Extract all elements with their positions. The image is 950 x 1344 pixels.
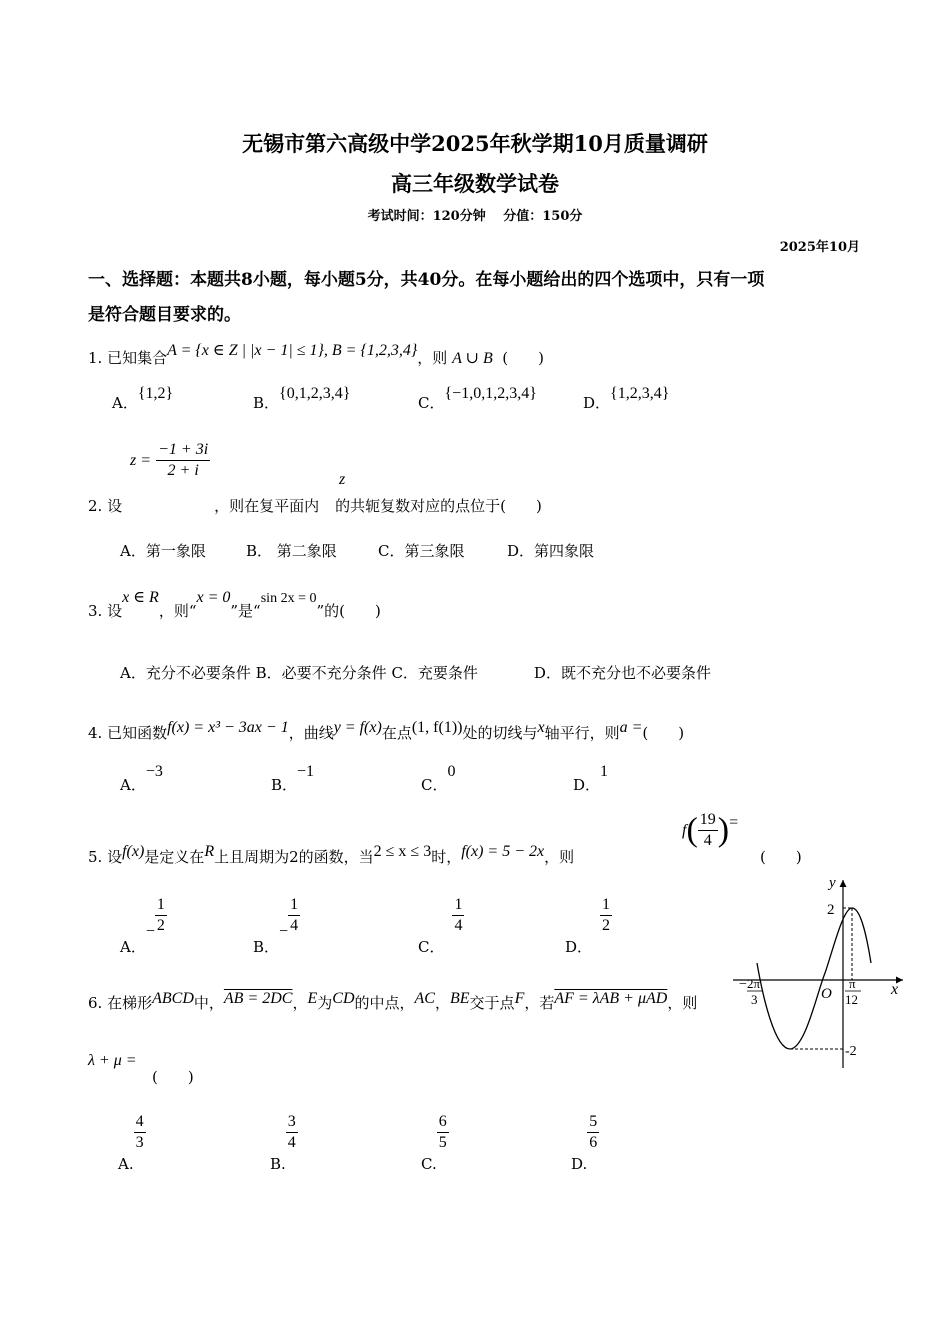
exam-date: 2025年10月 (779, 240, 860, 255)
exam-title: 无锡市第六高级中学2025年秋学期10月质量调研 (242, 131, 708, 156)
q4-option-d: D．1 (573, 763, 609, 794)
q1-option-d: D．{1,2,3,4} (583, 385, 670, 412)
q6-af-eq: AF = λAB + μAD (554, 990, 668, 1007)
q6-vector-eq: AB = 2DC (223, 990, 293, 1007)
q1-option-c: C．{−1,0,1,2,3,4} (418, 385, 537, 412)
question-5: 5. 设f(x)是定义在R上且周期为2的函数，当2 ≤ x ≤ 3时，f(x) = 5 − 2x，则 (88, 843, 575, 866)
q1-union: A ∪ B (452, 350, 493, 367)
q1-set-expr: A = {x ∈ Z | |x − 1| ≤ 1}, B = {1,2,3,4} (167, 342, 418, 359)
y-min-label: -2 (845, 1044, 857, 1059)
q1-option-b: B．{0,1,2,3,4} (253, 385, 351, 412)
q3-option-d: D．既不充分也不必要条件 (533, 664, 711, 682)
q2-option-a: A．第一象限 (120, 542, 206, 560)
exam-subtitle: 高三年级数学试卷 (391, 171, 559, 196)
question-6: 6. 在梯形ABCD中，AB = 2DC，E为CD的中点，AC，BE交于点F，若AF = λAB + μAD，则 (88, 990, 698, 1012)
origin-label: O (821, 986, 832, 1002)
question-2: 2. 设 ，则在复平面内 的共轭复数对应的点位于( ) (88, 497, 542, 515)
question-3: 3. 设x ∈ R，则“x = 0”是“sin 2x = 0”的( ) (88, 589, 381, 620)
y-axis-label: y (829, 875, 836, 891)
x-right-num: π (849, 976, 856, 991)
q1-prefix: 1. 已知集合 (88, 349, 168, 367)
q2-z-var: z (339, 471, 346, 488)
q5-option-c: C． $\frac{1}{4}$ (418, 896, 463, 956)
q2-option-c: C．第三象限 (378, 542, 465, 560)
x-left-num: 2π (747, 976, 761, 991)
q6-option-d: D. $\frac{5}{6}$ (571, 1113, 598, 1173)
q5-option-d: D． $\frac{1}{2}$ (565, 896, 611, 956)
q4-option-b: B．−1 (271, 763, 315, 794)
exam-meta: 考试时间：120分钟 分值：150分 (367, 209, 583, 224)
q6-option-a: A. $\frac{4}{3}$ (118, 1113, 144, 1173)
question-4: 4. 已知函数f(x) = x³ − 3ax − 1，曲线y = f(x)在点(1, f(1))处的切线与x轴平行，则a =( ) (88, 719, 685, 742)
section-heading-line1: 一、选择题：本题共8小题，每小题5分，共40分。在每小题给出的四个选项中，只有一项 (88, 270, 765, 290)
q1-blank: ( ) (502, 349, 544, 367)
q3-option-c: C．充要条件 (391, 664, 478, 682)
y-max-label: 2 (827, 902, 835, 918)
x-left-sign: − (739, 977, 747, 992)
x-axis-label: x (891, 981, 899, 998)
q6-blank: ( ) (152, 1068, 194, 1086)
q6-lambda-mu: λ + μ = (88, 1052, 137, 1069)
question-1 (88, 342, 544, 368)
x-right-den: 12 (845, 992, 858, 1007)
q2-z-expression: z = $\frac{-1 + 3i}{2 + i}$ (130, 441, 209, 479)
sine-graph-figure (725, 868, 915, 1078)
q4-option-a: A．−3 (120, 763, 163, 794)
q5-option-a: A．− $\frac{1}{2}$ (120, 896, 165, 956)
q2-option-d: D．第四象限 (507, 542, 595, 560)
q5-option-b: B．− $\frac{1}{4}$ (253, 896, 299, 956)
q3-option-b: B．必要不充分条件 (255, 664, 387, 682)
q1-option-a: A．{1,2} (112, 385, 174, 412)
q1-suffix: ，则 (417, 349, 448, 367)
x-left-den: 3 (751, 992, 758, 1007)
section-heading-line2: 是符合题目要求的。 (88, 305, 241, 325)
q4-option-c: C．0 (421, 763, 456, 794)
q5-blank: ( ) (760, 848, 802, 866)
q6-option-b: B. $\frac{3}{4}$ (270, 1113, 296, 1173)
q2-option-b: B． 第二象限 (246, 542, 337, 560)
q3-option-a: A．充分不必要条件 (120, 664, 251, 682)
q3-options (120, 662, 711, 683)
q2-fraction: $\frac{-1 + 3i}{2 + i}$ (158, 441, 209, 479)
q5-f-value-expr: f( $\frac{19}{4}$ )= (682, 811, 739, 849)
q6-option-c: C. $\frac{6}{5}$ (421, 1113, 447, 1173)
